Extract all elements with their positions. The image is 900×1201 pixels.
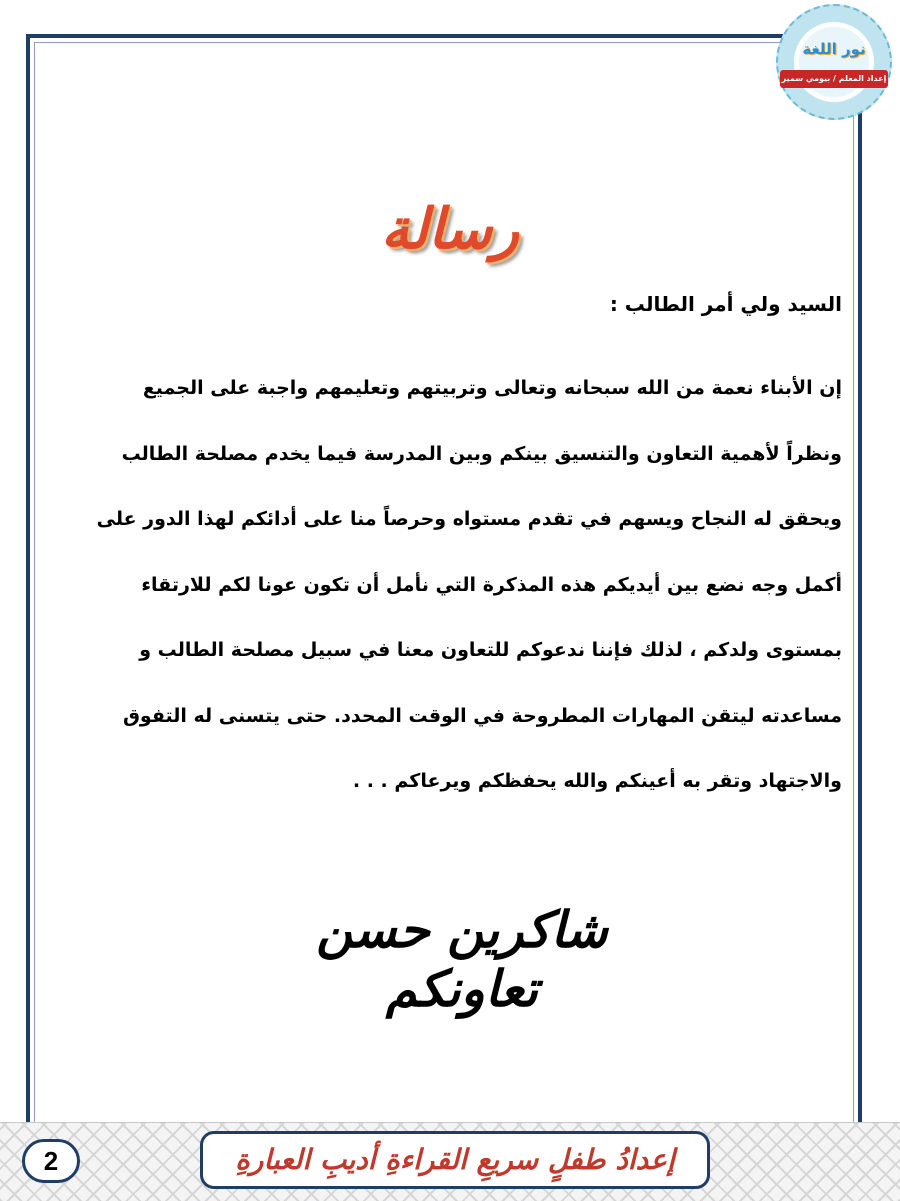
logo-seal: [776, 4, 892, 120]
page-footer: [0, 1122, 900, 1201]
addressee-line: السيد ولي أمر الطالب :: [609, 292, 842, 316]
letter-line: ونظراً لأهمية التعاون والتنسيق بينكم وبين المدرسة فيما يخدم مصلحة الطالب: [121, 442, 842, 465]
page-title: رسالة: [380, 196, 520, 262]
page-number: 2: [22, 1139, 80, 1183]
footer-banner: إعدادُ طفلٍ سريعِ القراءةِ أديبِ العبارةِ: [200, 1131, 710, 1189]
signature: [272, 870, 652, 1030]
letter-line: إن الأبناء نعمة من الله سبحانه وتعالى وتربيتهم وتعليمهم واجبة على الجميع: [142, 377, 842, 399]
signature-calligraphy: شاكرين حسن تعاونكم: [316, 900, 608, 1018]
letter-line: مساعدته ليتقن المهارات المطروحة في الوقت المحدد. حتى يتسنى له التفوق: [122, 704, 842, 727]
letter-body: [52, 356, 842, 815]
letter-line: ويحقق له النجاح ويسهم في تقدم مستواه وحرصاً منا على أدائكم لهذا الدور على: [96, 508, 842, 530]
logo-ribbon: إعداد المعلم / بيومي سمير: [780, 70, 888, 88]
letter-line: والاجتهاد وتقر به أعينكم والله يحفظكم ويرعاكم . . .: [352, 770, 842, 792]
letter-line: أكمل وجه نضع بين أيديكم هذه المذكرة التي نأمل أن تكون عونا لكم للارتقاء: [141, 573, 842, 596]
logo-name: نور اللغة: [802, 40, 866, 58]
letter-line: بمستوى ولدكم ، لذلك فإننا ندعوكم للتعاون معنا في سبيل مصلحة الطالب و: [139, 639, 842, 661]
